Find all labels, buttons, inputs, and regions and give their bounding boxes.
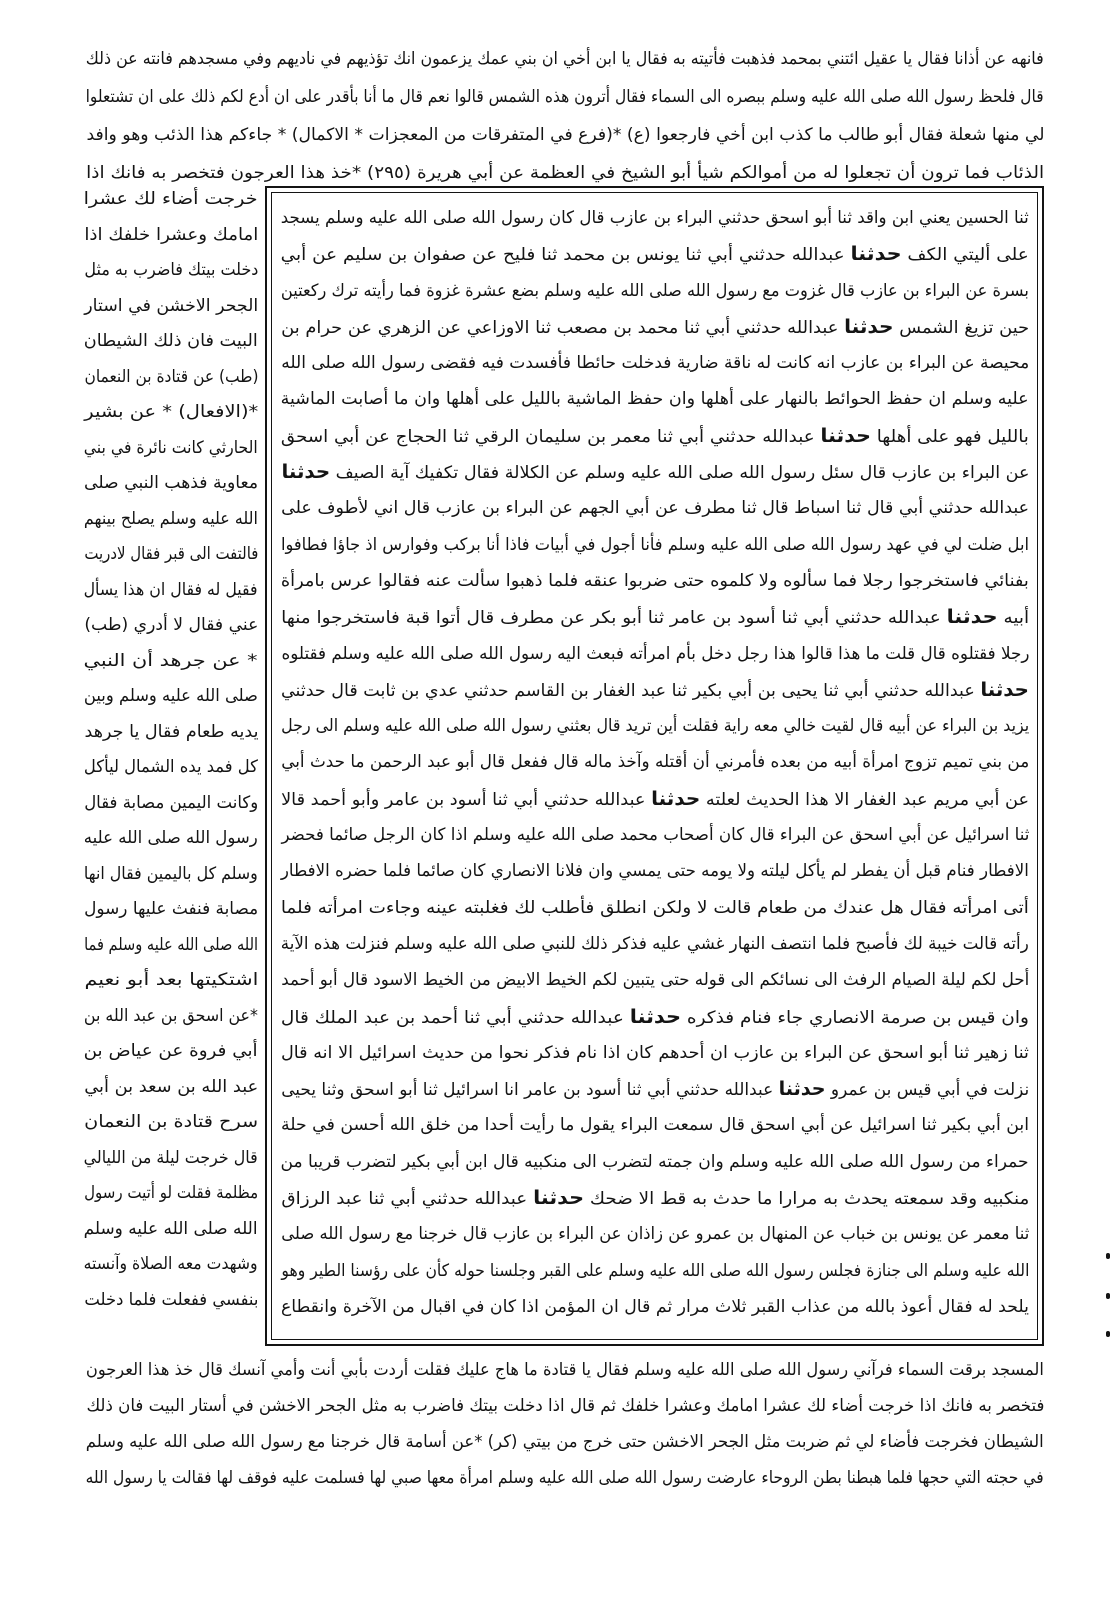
line-text: المسجد برقت السماء فرآني رسول الله صلى الله عليه وسلم فقال يا قتادة ما هاج عليك فقلت أردت بأبي أنت وأمي آنسك قال خذ هذا العرجون [86, 1360, 1044, 1380]
line-text: بفنائي فاستخرجوا رجلا فما سألوه ولا كلموه حتى ضربوا عنقه فلما ذهبوا سألت عنه فقالوا عرس بامرأة [281, 570, 1029, 591]
main-text-line [281, 200, 1029, 236]
line-text: وان قيس بن صرمة الانصاري جاء فنام فذكره حدثنا عبدالله حدثني أبي ثنا أحمد بن عبد الملك قال [281, 1004, 1029, 1028]
scan-speck [1106, 1293, 1110, 1299]
margin-text-line [84, 1070, 258, 1106]
margin-text-line [84, 182, 258, 218]
line-text: وكانت اليمين مصابة فقال [84, 792, 258, 813]
margin-text-line [84, 1212, 258, 1248]
bottom-text-line [86, 1388, 1044, 1424]
main-text-line [281, 1289, 1029, 1325]
line-text: ابن أبي بكير ثنا اسرائيل عن أبي اسحق قال سمعت البراء يقول ما رأيت أحدا من خلق الله أحسن في حلة [281, 1115, 1029, 1136]
margin-text-line [84, 324, 258, 360]
line-text: رجلا فقتلوه قال قلت ما هذا قالوا هذا رجل دخل بأم امرأته فبعث اليه رسول الله صلى الله عليه وسلم فقتلوه [281, 643, 1029, 664]
margin-text-line [84, 750, 258, 786]
margin-text-line [84, 1141, 258, 1177]
bottom-text-line [86, 1424, 1044, 1460]
line-text: عني فقال لا أدري (طب) [84, 615, 258, 635]
line-text: محيصة عن البراء بن عازب انه كانت له ناقة ضارية فدخلت حائطا فأفسدت فيه فقضى رسول الله صلى الله [281, 353, 1029, 374]
main-text-line [281, 345, 1029, 381]
haddathana-word: حدثنا [651, 786, 701, 810]
line-text: كل فمد يده الشمال ليأكل [84, 757, 258, 777]
margin-text-line [84, 608, 258, 644]
margin-text-line [84, 289, 258, 325]
line-text: عن أبي مريم عبد الغفار الا هذا الحديث لعلته حدثنا عبدالله حدثني أبي ثنا أسود بن عامر وأبو أحمد قالا [281, 786, 1029, 810]
haddathana-word: حدثنا [778, 1077, 826, 1101]
main-text-line [281, 744, 1029, 780]
margin-text-line [84, 360, 258, 396]
line-text: ابل ضلت لي في عهد رسول الله صلى الله عليه وسلم فأنا أجول في أبيات فاذا أنا بركب وفوارس اذ جاؤا فطافوا [281, 534, 1029, 555]
bottom-text-line [86, 1352, 1044, 1388]
main-text-line [281, 381, 1029, 417]
margin-text-line [84, 1034, 258, 1070]
scan-speck [1106, 1253, 1110, 1259]
line-text: الجحر الاخشن في استار [84, 295, 258, 316]
line-text: أبيه حدثنا عبدالله حدثني أبي ثنا أسود بن عامر ثنا أبو بكر عن مطرف قال أتوا قبة فاستخرجوا منها [281, 605, 1029, 629]
line-text: وشهدت معه الصلاة وآنسته [84, 1254, 258, 1274]
line-text: في حجته التي حجها فلما هبطنا بطن الروحاء عارضت رسول الله صلى الله عليه وسلم امرأة معها صبي لها فسلمت عليه فوقف لها فقالت يا رسول الله [86, 1468, 1044, 1488]
line-text: يزيد بن البراء عن أبيه قال لقيت خالي معه راية فقلت أين تريد قال بعثني رسول الله صلى الله عليه وسلم الى رجل [281, 716, 1029, 737]
line-text: حدثنا عبدالله حدثني أبي ثنا يحيى بن أبي بكير ثنا عبد الغفار بن القاسم حدثني عدي بن ثابت قال حدثني [281, 677, 1029, 701]
line-text: فتخصر به فانك اذا خرجت أضاء لك عشرا امامك وعشرا خلفك ثم قال اذا دخلت بيتك فاضرب به مثل الجحر الاخشن في أستار البيت فان ذلك [86, 1396, 1044, 1416]
margin-text-line [84, 1283, 258, 1319]
margin-text-line [84, 537, 258, 573]
margin-text-line [84, 821, 258, 857]
main-text-line [281, 527, 1029, 563]
line-text: منكبيه وقد سمعته يحدث به مرارا ما حدث به قط الا ضحك حدثنا عبدالله حدثني أبي ثنا عبد الرزاق [281, 1186, 1029, 1210]
line-text: عليه وسلم ان حفظ الحوائط بالنهار على أهلها وان حفظ الماشية بالليل على أهلها وان ما أصابت الماشية [281, 389, 1029, 410]
line-text: عن البراء بن عازب قال سئل رسول الله صلى الله عليه وسلم عن الكلالة فقال تكفيك آية الصيف حدثنا [281, 460, 1029, 484]
main-text-line [281, 1071, 1029, 1107]
main-text-line [281, 1144, 1029, 1180]
line-text: حين تزيغ الشمس حدثنا عبدالله حدثني أبي ثنا محمد بن مصعب ثنا الاوزاعي عن الزهري عن حرام بن [281, 314, 1029, 338]
line-text: قال خرجت ليلة من الليالي [84, 1147, 258, 1168]
line-text: ثنا زهير ثنا أبو اسحق عن البراء بن عازب ان أحدهم كان اذا نام فذكر نحوا من حديث اسرائيل الا انه قال [281, 1042, 1029, 1063]
top-text-line [86, 40, 1044, 78]
margin-text-line [84, 786, 258, 822]
line-text: سرح قتادة بن النعمان [84, 1112, 258, 1132]
main-text-line [281, 1107, 1029, 1143]
line-text: قال فلحظ رسول الله صلى الله عليه وسلم ببصره الى السماء فقال أترون هذه الشمس قالوا نعم قال ما أنا بأقدر على ان أدع لكم ذلك على ان تشتعلوا [86, 87, 1044, 107]
line-text: من بني تميم تزوج امرأة أبيه من بعده فأمرني أن أقتله وآخذ ماله قال ففعل قال أبو عبد الرحمن ما حدث أبي [281, 752, 1029, 773]
line-text: * عن جرهد أن النبي [84, 650, 258, 671]
line-text: الافطار فنام قبل أن يفطر لم يأكل ليلته ولا يومه حتى يمسي وان فلانا الانصاري كان صائما فلما حضره الافطار [281, 861, 1029, 882]
main-text-line [281, 999, 1029, 1035]
main-text-line [281, 273, 1029, 309]
haddathana-word: حدثنا [281, 460, 330, 484]
margin-text-line [84, 218, 258, 254]
line-text: وسلم كل باليمين فقال انها [84, 863, 258, 884]
line-text: حمراء من رسول الله صلى الله عليه وسلم وان جمته لتضرب الى منكبيه قال ابن أبي بكير لتضرب قريبا من [281, 1151, 1029, 1172]
main-text-line [281, 672, 1029, 708]
margin-text-column [84, 182, 258, 1318]
margin-text-line [84, 395, 258, 431]
line-text: عبدالله حدثني أبي قال ثنا اسباط قال ثنا مطرف عن أبي الجهم عن البراء بن عازب قال اني لأطوف على [281, 498, 1029, 519]
line-text: أتى امرأته فقال هل عندك من طعام قالت لا ولكن انطلق فأطلب لك فغلبته عينه وجاءت امرأته فلما [281, 897, 1029, 918]
margin-text-line [84, 928, 258, 964]
margin-text-line [84, 715, 258, 751]
line-text: *عن اسحق بن عبد الله بن [84, 1005, 258, 1026]
line-text: فقيل له فقال ان هذا يسأل [84, 579, 258, 600]
main-text-line [281, 890, 1029, 926]
main-text-line [281, 926, 1029, 962]
margin-text-line [84, 573, 258, 609]
main-text-line [281, 962, 1029, 998]
line-text: بنفسي ففعلت فلما دخلت [84, 1289, 258, 1310]
main-text-line [281, 1216, 1029, 1252]
main-text-line [281, 490, 1029, 526]
line-text: الله عليه وسلم الى جنازة فجلس رسول الله صلى الله عليه وسلم على القبر وجلسنا حوله كأن على رؤسنا الطير وهو [281, 1260, 1029, 1281]
line-text: أحل لكم ليلة الصيام الرفث الى نسائكم الى قوله حتى يتبين لكم الخيط الابيض من الخيط الاسود قال أبو أحمد [281, 970, 1029, 991]
haddathana-word: حدثنا [629, 1004, 682, 1028]
line-text: رسول الله صلى الله عليه [84, 828, 258, 848]
line-text: الحارثي كانت نائرة في بني [84, 437, 258, 458]
main-text-line [281, 708, 1029, 744]
main-text-line [281, 1253, 1029, 1289]
scan-speck [1106, 1331, 1110, 1337]
top-text-block [86, 40, 1044, 192]
top-text-line [86, 116, 1044, 154]
line-text: الذئاب فما ترون أن تجعلوا له من أموالكم شيأ أبو الشيخ في العظمة عن أبي هريرة (٢٩٥) *خذ هذا العرجون فتخصر به فانك اذا [86, 163, 1044, 183]
haddathana-word: حدثنا [850, 242, 902, 266]
line-text: بسرة عن البراء بن عازب قال غزوت مع رسول الله صلى الله عليه وسلم بضع عشرة غزوة فما رأيته ترك ركعتين [281, 280, 1029, 301]
line-text: بالليل فهو على أهلها حدثنا عبدالله حدثني أبي ثنا معمر بن سليمان الرقي ثنا الحجاج عن أبي اسحق [281, 423, 1029, 447]
line-text: الله صلى الله عليه وسلم فما [84, 934, 258, 955]
main-text-line [281, 817, 1029, 853]
main-text-line [281, 454, 1029, 490]
main-text-line [281, 636, 1029, 672]
top-text-line [86, 78, 1044, 116]
line-text: مصابة فنفث عليها رسول [84, 899, 258, 919]
main-text-line [281, 599, 1029, 635]
line-text: دخلت بيتك فاضرب به مثل [84, 260, 258, 280]
margin-text-line [84, 679, 258, 715]
margin-text-line [84, 999, 258, 1035]
line-text: اشتكيتها بعد أبو نعيم [84, 970, 258, 990]
margin-text-line [84, 431, 258, 467]
line-text: امامك وعشرا خلفك اذا [84, 224, 258, 245]
line-text: الله عليه وسلم يصلح بينهم [84, 508, 258, 529]
line-text: مظلمة فقلت لو أتيت رسول [84, 1183, 258, 1203]
main-text-line [281, 853, 1029, 889]
margin-text-line [84, 857, 258, 893]
line-text: يديه طعام فقال يا جرهد [84, 721, 258, 742]
main-text-line [281, 563, 1029, 599]
margin-text-line [84, 466, 258, 502]
line-text: الشيطان فخرجت فأضاء لي ثم ضربت مثل الجحر الاخشن حتى خرج من بيتي (كر) *عن أسامة قال خرجنا مع رسول الله صلى الله عليه وسلم [86, 1432, 1044, 1452]
margin-text-line [84, 1176, 258, 1212]
line-text: ثنا الحسين يعني ابن واقد ثنا أبو اسحق حدثني البراء بن عازب قال كان رسول الله صلى الله عليه وسلم يسجد [281, 208, 1029, 228]
line-text: البيت فان ذلك الشيطان [84, 331, 258, 351]
line-text: الله صلى الله عليه وسلم [84, 1218, 258, 1239]
haddathana-word: حدثنا [820, 423, 872, 447]
haddathana-word: حدثنا [843, 314, 894, 338]
line-text: معاوية فذهب النبي صلى [84, 473, 258, 493]
line-text: لي منها شعلة فقال أبو طالب ما كذب ابن أخي فارجعوا (ع) *(فرع في المتفرقات من المعجزات * الاكمال) * جاءكم هذا الذئب وهو وافد [86, 125, 1044, 145]
line-text: فانهه عن أذانا فقال يا عقيل ائتني بمحمد فذهبت فأتيته به فقال يا ابن أخي ان بني عمك يزعمون انك تؤذيهم في ناديهم وفي مسجدهم فانته عن ذلك [86, 49, 1044, 69]
line-text: (طب) عن قتادة بن النعمان [84, 366, 258, 387]
main-text-column [281, 200, 1029, 1325]
line-text: نزلت في أبي قيس بن عمرو حدثنا عبدالله حدثني أبي ثنا أسود بن عامر انا اسرائيل ثنا أبو اسحق وثنا يحيى [281, 1077, 1029, 1101]
haddathana-word: حدثنا [532, 1186, 584, 1210]
line-text: ثنا معمر عن يونس بن خباب عن المنهال بن عمرو عن زاذان عن البراء بن عازب قال خرجنا مع رسول الله صلى [281, 1224, 1029, 1245]
line-text: على أليتي الكف حدثنا عبدالله حدثني أبي ثنا يونس بن محمد ثنا فليح عن صفوان بن سليم عن أبي [280, 242, 1029, 266]
line-text: ثنا اسرائيل عن أبي اسحق عن البراء قال كان أصحاب محمد صلى الله عليه وسلم اذا كان الرجل صائما فحضر [281, 825, 1029, 846]
margin-text-line [84, 892, 258, 928]
main-text-line [281, 781, 1029, 817]
margin-text-line [84, 963, 258, 999]
margin-text-line [84, 1105, 258, 1141]
margin-text-line [84, 644, 258, 680]
line-text: أبي فروة عن عياض بن [84, 1041, 258, 1061]
line-text: *(الافعال) * عن بشير [83, 402, 258, 422]
main-text-line [281, 1035, 1029, 1071]
margin-text-line [84, 502, 258, 538]
main-text-line [281, 309, 1029, 345]
line-text: يلحد له فقال أعوذ بالله من عذاب القبر ثلاث مرار ثم قال ان المؤمن اذا كان في اقبال من الآخرة وانقطاع [281, 1296, 1029, 1317]
main-text-line [281, 1180, 1029, 1216]
margin-text-line [84, 1247, 258, 1283]
main-text-line [281, 418, 1029, 454]
line-text: فالتفت الى قبر فقال لادريت [84, 544, 258, 564]
line-text: صلى الله عليه وسلم وبين [84, 686, 258, 706]
main-text-line [281, 236, 1029, 272]
line-text: رأته قالت خيبة لك فأصبح فلما انتصف النهار غشي عليه فذكر ذلك للنبي صلى الله عليه وسلم فنزلت هذه الآية [281, 933, 1029, 954]
line-text: عبد الله بن سعد بن أبي [84, 1076, 258, 1097]
bottom-text-line [86, 1460, 1044, 1496]
haddathana-word: حدثنا [946, 605, 998, 629]
margin-text-line [84, 253, 258, 289]
bottom-text-block [86, 1352, 1044, 1496]
haddathana-word: حدثنا [980, 677, 1029, 701]
line-text: خرجت أضاء لك عشرا [84, 189, 258, 209]
